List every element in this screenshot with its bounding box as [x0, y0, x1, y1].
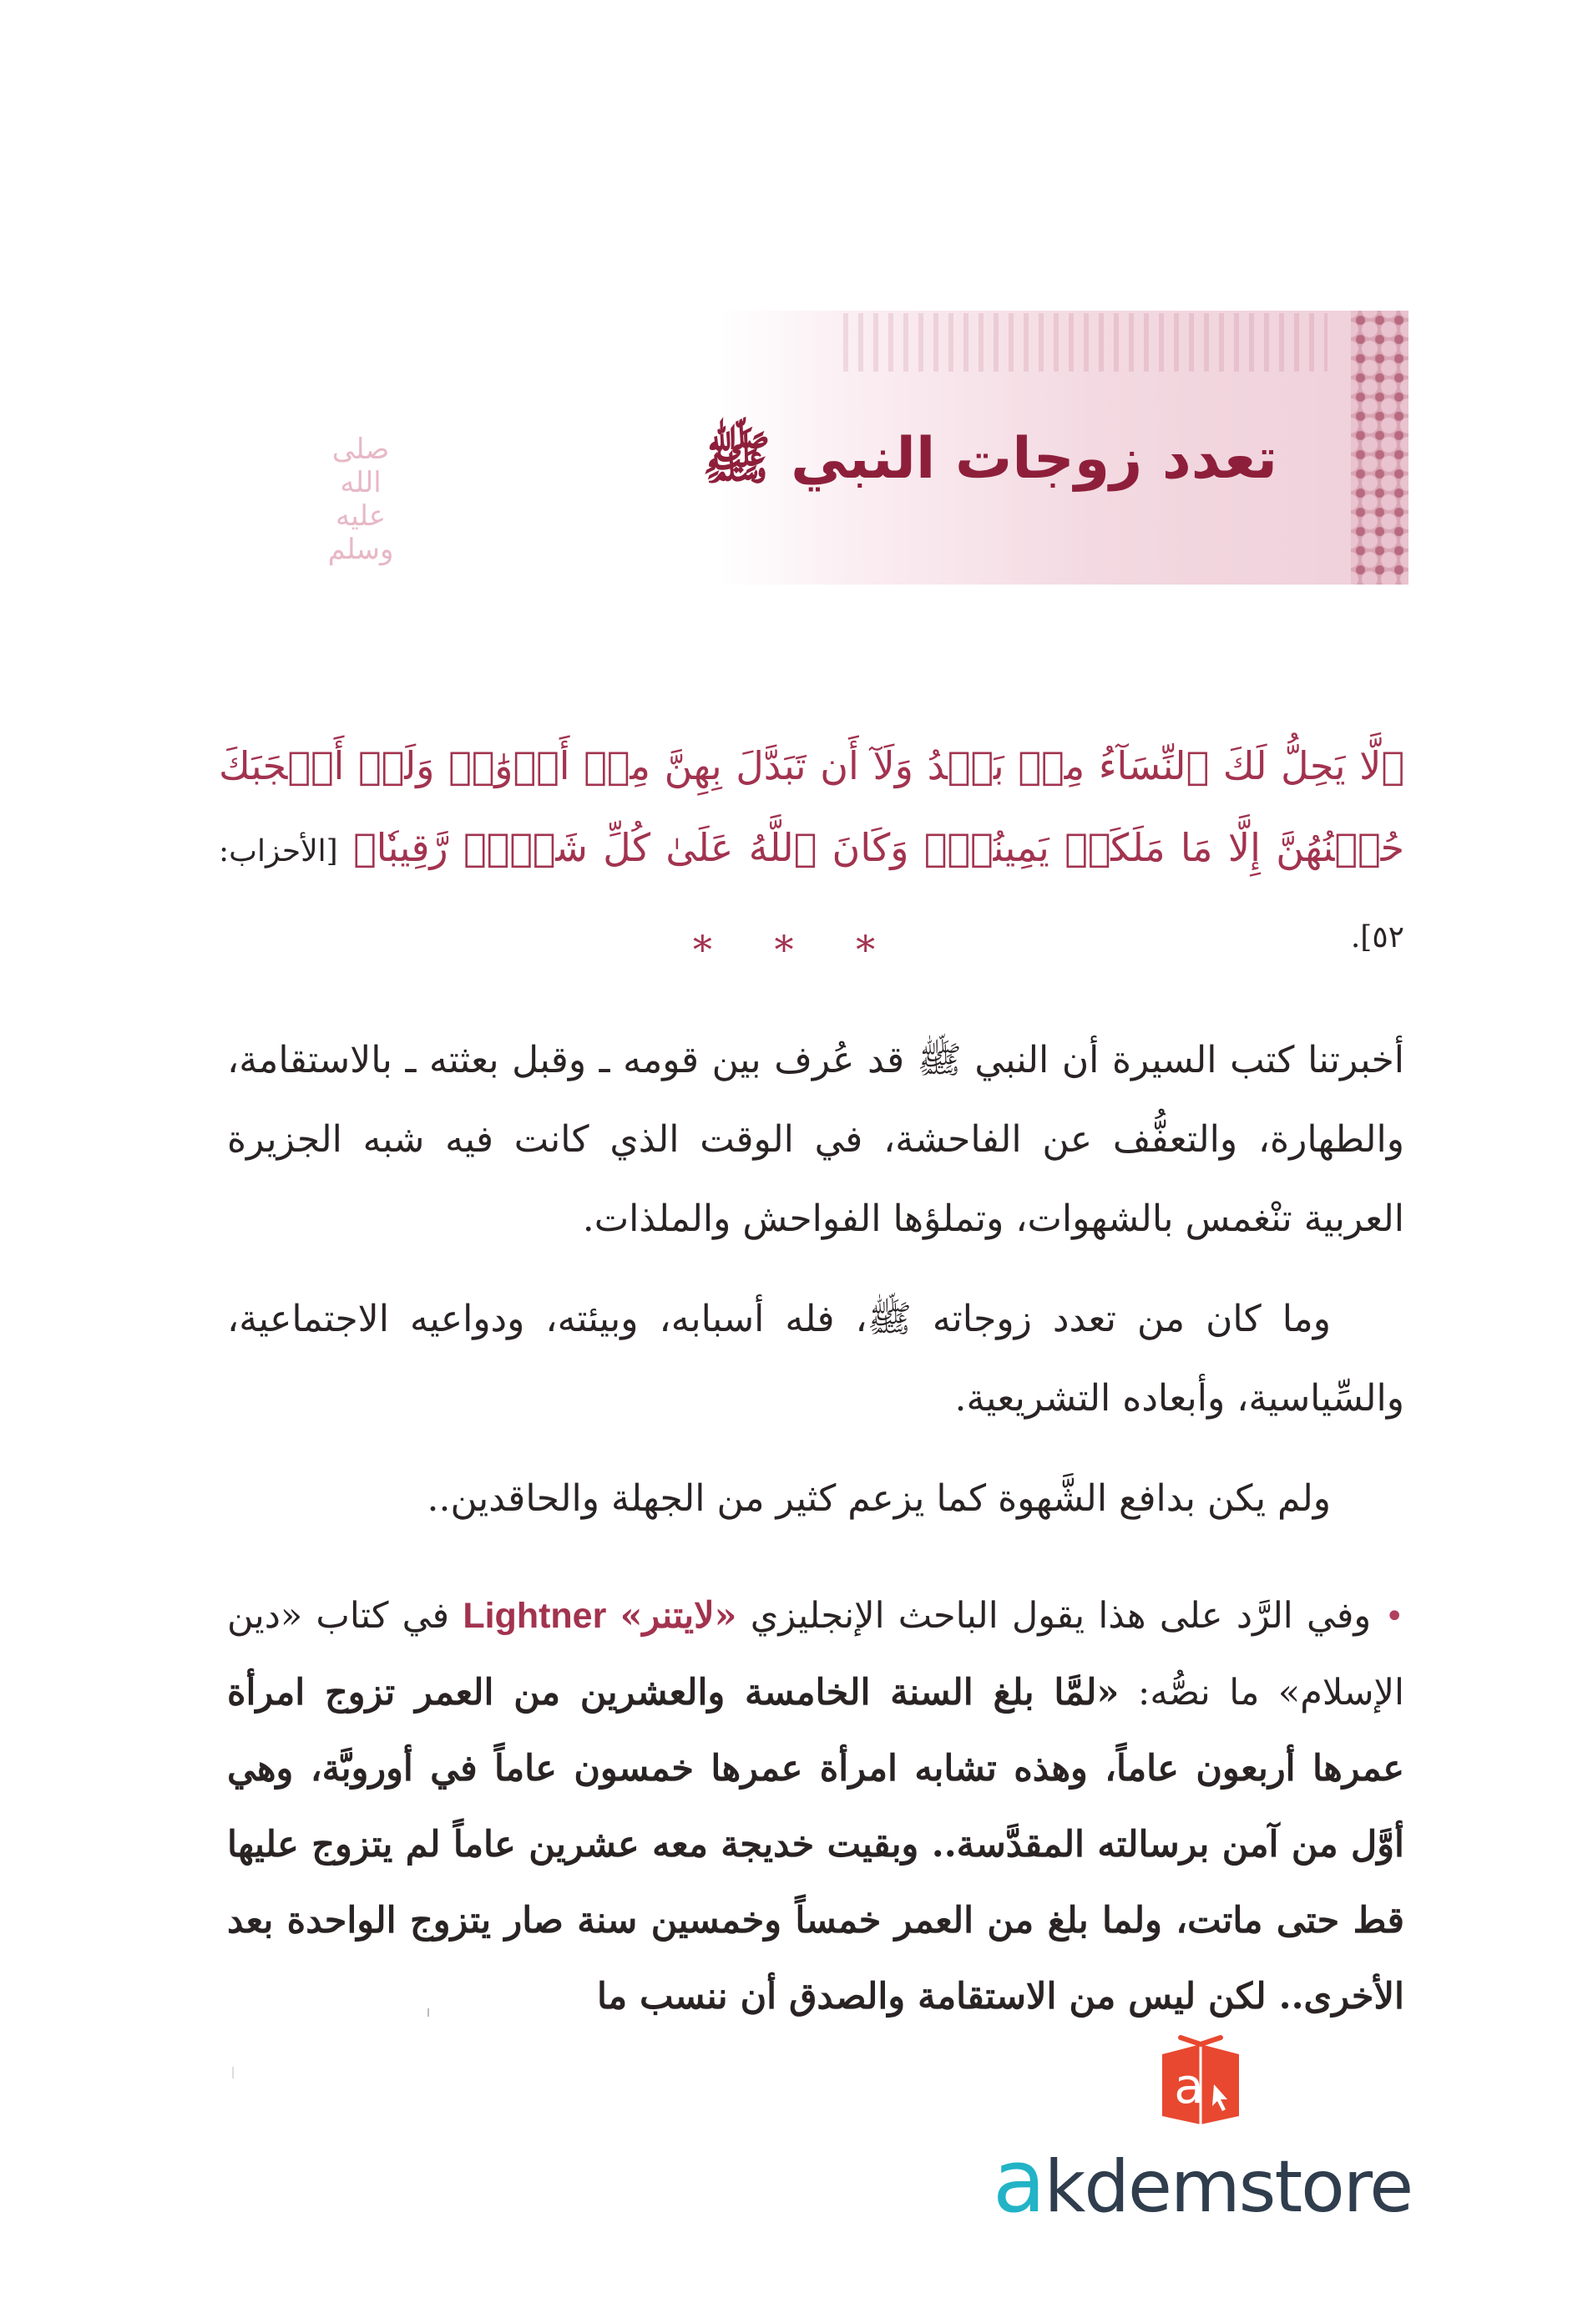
scan-mark	[427, 2008, 429, 2017]
brand-logo-text	[968, 2131, 1436, 2231]
quoted-passage: «لمَّا بلغ السنة الخامسة والعشرين من العمر تزوج امرأة عمرها أربعون عاماً، وهذه تشابه امرأة عمرها خمسون عاماً في أوروبَّة، وهي أوَّل من آمن برسالته المقدَّسة.. وبقيت خديجة معه عشرين عاماً لم يتزوج عليها قط حتى ماتت، ولما بلغ من العمر خمساً وخمسين سنة صار يتزوج الواحدة بعد الأخرى.. لكن ليس من الاستقامة والصدق أن ننسب ما	[227, 1672, 1404, 2018]
book-reference: في كتاب «دين الإسلام» ما نصُّه:	[227, 1595, 1405, 1714]
brand-initial: a	[992, 2130, 1044, 2232]
verse-text: ﴿لَّا يَحِلُّ لَكَ ٱلنِّسَآءُ مِنۢ بَعۡدُ وَلَآ أَن تَبَدَّلَ بِهِنَّ مِنۡ أَزۡوَٰجٖ وَلَوۡ أَعۡجَبَكَ حُسۡنُهُنَّ إِلَّا مَا مَلَكَتۡ يَمِينُكَۗ وَكَانَ ٱللَّهُ عَلَىٰ كُلِّ شَيۡءٖ رَّقِيبٗا﴾	[219, 743, 1405, 870]
author-name-english: Lightner	[463, 1596, 607, 1636]
paragraph-3: ولم يكن بدافع الشَّهوة كما يزعم كثير من الجهلة والحاقدين..	[427, 1477, 1331, 1520]
paragraph-4	[227, 1578, 1404, 2035]
author-name-arabic: «لايتنر»	[620, 1595, 737, 1637]
book-cart-icon	[1152, 2029, 1249, 2128]
ornament-strip	[1351, 311, 1408, 585]
calligraphy-seal: صلى الله عليه وسلم	[327, 433, 394, 566]
section-separator: * * *	[692, 927, 901, 972]
paragraph-2: وما كان من تعدد زوجاته ﷺ، فله أسبابه، وبيئته، ودواعيه الاجتماعية، والسِّياسية، وأبعاده التشريعية.	[227, 1298, 1404, 1420]
bullet-marker: •	[1384, 1597, 1404, 1636]
scan-mark	[232, 2067, 234, 2078]
logo-letter: a	[1174, 2058, 1204, 2114]
paragraph-4-intro: وفي الرَّد على هذا يقول الباحث الإنجليزي	[750, 1595, 1372, 1637]
verse-citation: [الأحزاب: ٥٢].	[219, 834, 1404, 954]
chapter-title: تعدد زوجات النبي ﷺ	[702, 426, 1277, 492]
banner-bleedthrough	[843, 313, 1328, 372]
brand-name: kdemstore	[1044, 2145, 1413, 2229]
paragraph-1: أخبرتنا كتب السيرة أن النبي ﷺ قد عُرف بين قومه ـ وقبل بعثته ـ بالاستقامة، والطهارة، والتعفُّف عن الفاحشة، في الوقت الذي كانت فيه شبه الجزيرة العربية تنْغمس بالشهوات، وتملؤها الفواحش والملذات.	[227, 1039, 1405, 1240]
